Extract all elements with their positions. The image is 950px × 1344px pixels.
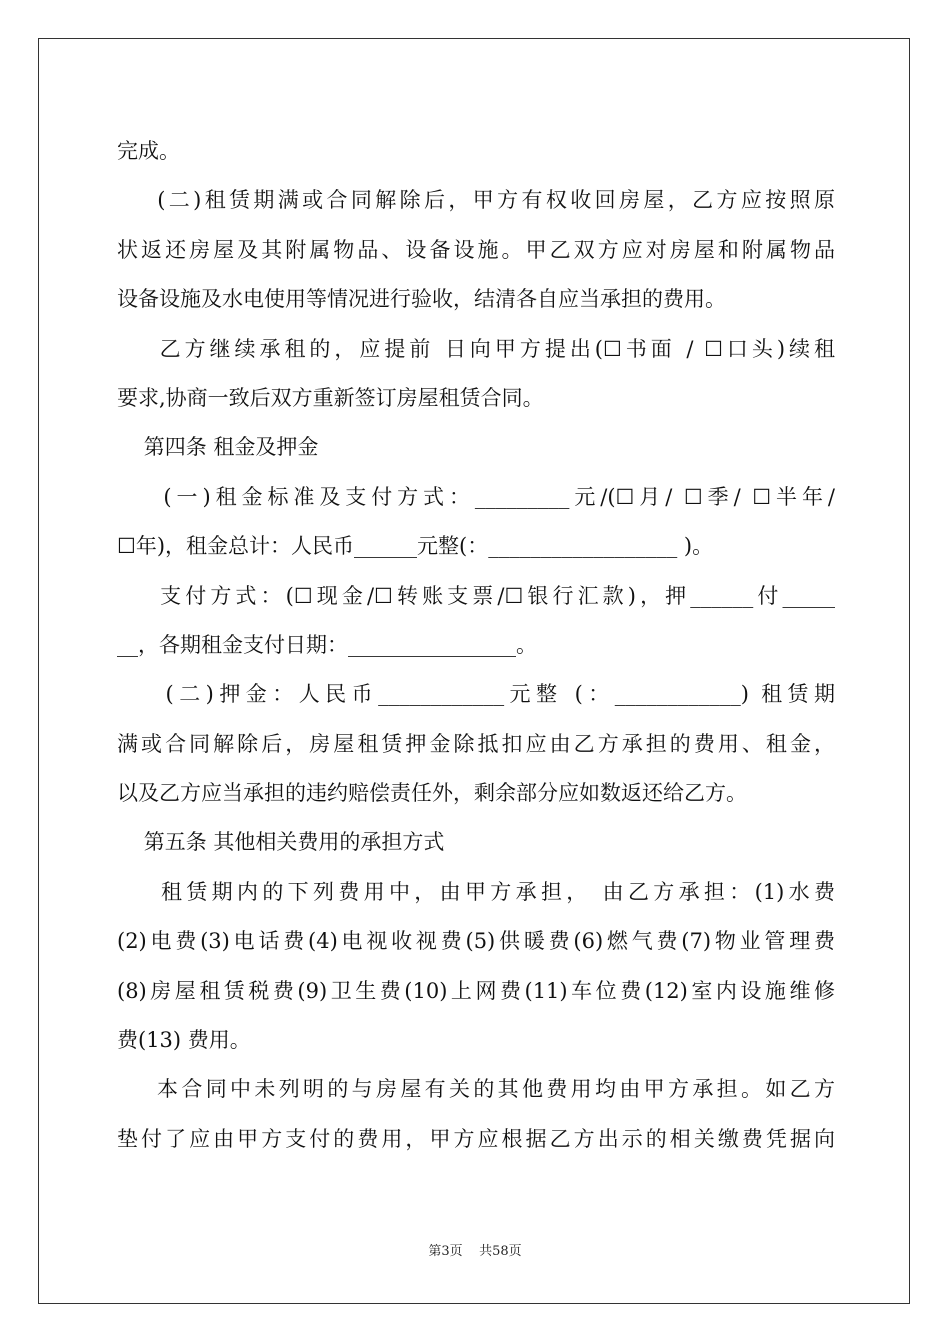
text-line: __，各期租金支付日期：________________。	[117, 632, 537, 657]
text-line: 乙方继续承租的，应提前 日向甲方提出(☐书面 / ☐口头)续租	[117, 336, 835, 361]
text-line: 要求,协商一致后双方重新签订房屋租赁合同。	[117, 385, 544, 410]
text-line: 以及乙方应当承担的违约赔偿责任外，剩余部分应如数返还给乙方。	[117, 781, 747, 806]
text-line: 完成。	[117, 139, 180, 163]
text-line: 第四条 租金及押金	[117, 435, 319, 460]
text-line: ☐年)，租金总计：人民币______元整(：__________________ )。	[117, 534, 714, 559]
text-line: 状返还房屋及其附属物品、设备设施。甲乙双方应对房屋和附属物品	[117, 237, 835, 262]
document-body	[117, 127, 835, 1164]
text-line: 租赁期内的下列费用中，由甲方承担， 由乙方承担：(1)水费	[117, 879, 835, 904]
text-line: 费(13) 费用。	[117, 1028, 251, 1053]
text-line: 垫付了应由甲方支付的费用，甲方应根据乙方出示的相关缴费凭据向	[117, 1126, 835, 1151]
text-line: (二)租赁期满或合同解除后，甲方有权收回房屋，乙方应按照原	[117, 188, 835, 213]
text-line: (8)房屋租赁税费(9)卫生费(10)上网费(11)车位费(12)室内设施维修	[117, 978, 835, 1003]
page-number-footer: 第3页 共58页	[428, 1244, 522, 1259]
text-line: 满或合同解除后，房屋租赁押金除抵扣应由乙方承担的费用、租金，	[117, 731, 835, 756]
text-line: (2)电费(3)电话费(4)电视收视费(5)供暖费(6)燃气费(7)物业管理费	[117, 929, 835, 954]
text-line: (一)租金标准及支付方式：_________元/(☐月/ ☐季/ ☐半年/	[117, 484, 835, 509]
text-line: 支付方式：(☐现金/☐转账支票/☐银行汇款)，押______付_____	[117, 583, 835, 608]
text-line: 本合同中未列明的与房屋有关的其他费用均由甲方承担。如乙方	[117, 1077, 835, 1102]
text-line: (二)押金：人民币____________元整 (：____________) 租赁期	[117, 682, 835, 707]
text-line: 设备设施及水电使用等情况进行验收，结清各自应当承担的费用。	[117, 287, 726, 312]
text-line: 第五条 其他相关费用的承担方式	[117, 830, 445, 855]
